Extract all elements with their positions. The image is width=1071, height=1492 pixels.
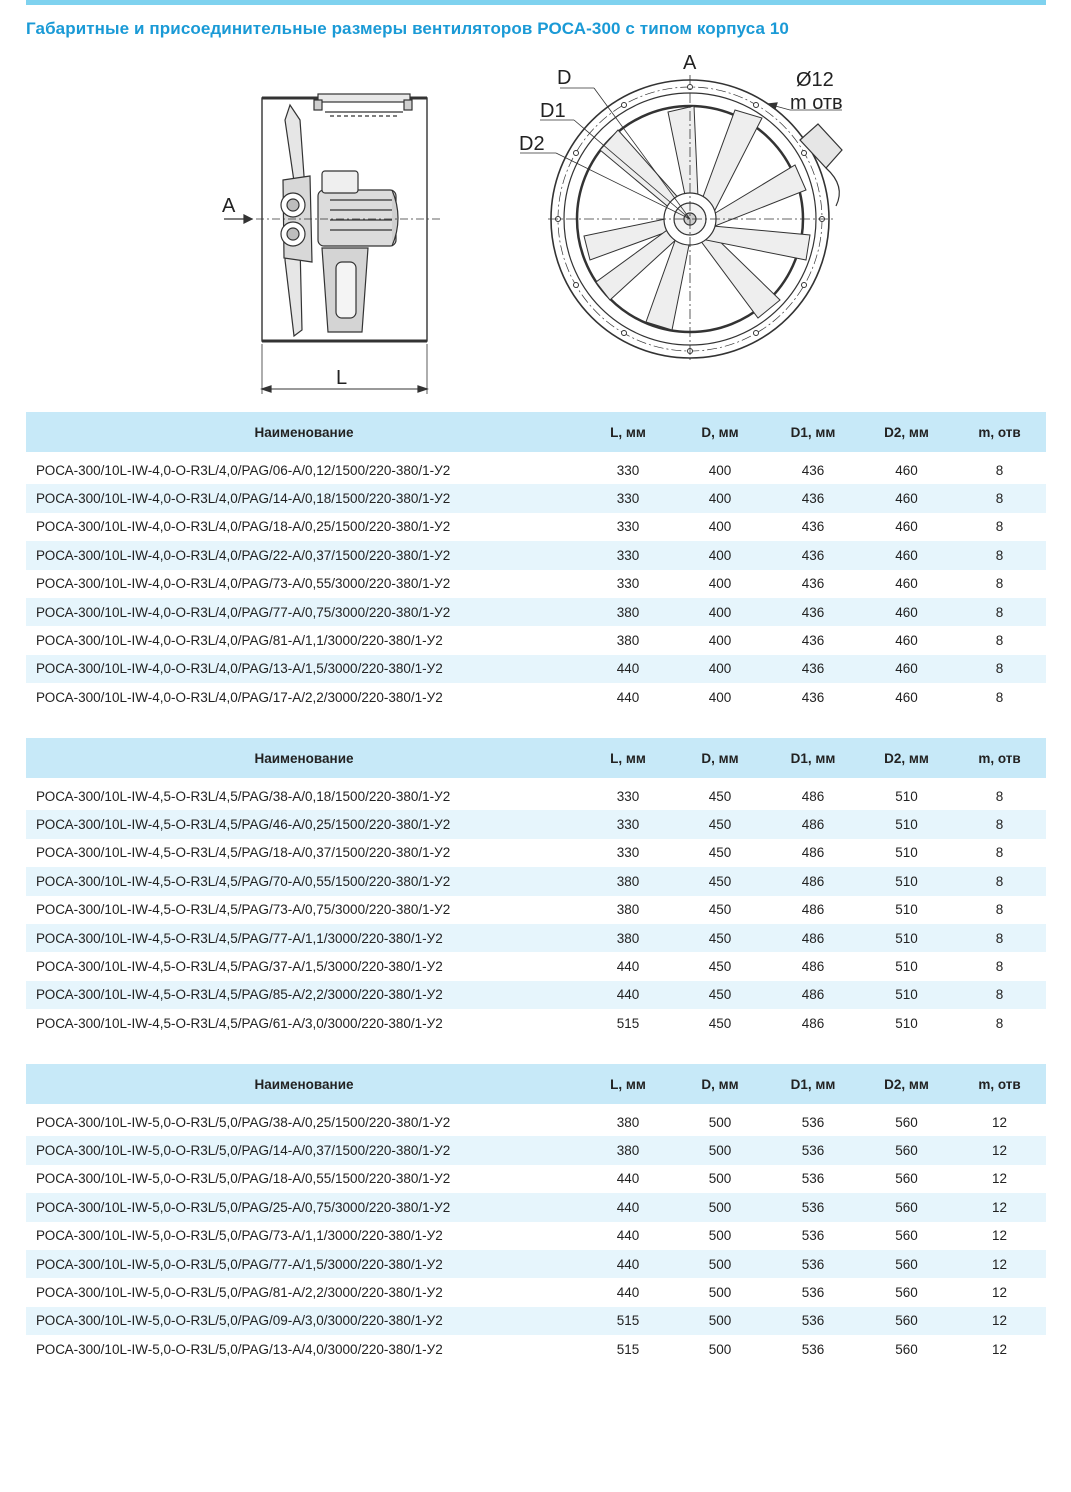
cell-d1: 536	[766, 1136, 860, 1164]
cell-d2: 460	[895, 519, 918, 535]
model-name: РОСА-300/10L-IW-5,0-O-R3L/5,0/PAG/81-A/2,2/3000/220-380/1-У2	[36, 1285, 443, 1301]
cell-d: 400	[708, 633, 732, 649]
cell-d1: 436	[766, 598, 860, 626]
table-row	[26, 454, 1046, 484]
model-name: РОСА-300/10L-IW-4,5-O-R3L/4,5/PAG/85-A/2,2/3000/220-380/1-У2	[26, 981, 582, 1009]
cell-m: 8	[995, 519, 1004, 535]
table-row	[26, 981, 1046, 1009]
table-row	[26, 1009, 1046, 1037]
table-row	[26, 1136, 1046, 1164]
cell-d2: 510	[895, 959, 918, 975]
label-d1: D1	[540, 100, 566, 122]
cell-m: 8	[953, 924, 1046, 952]
cell-d1: 486	[766, 867, 860, 895]
cell-l: 330	[582, 484, 674, 512]
cell-d2: 460	[895, 462, 918, 478]
model-name: РОСА-300/10L-IW-5,0-O-R3L/5,0/PAG/38-A/0,25/1500/220-380/1-У2	[36, 1114, 451, 1130]
cell-d1: 486	[801, 1015, 825, 1031]
cell-l: 440	[616, 959, 640, 975]
cell-d2: 460	[860, 541, 953, 569]
cell-d: 450	[708, 845, 732, 861]
cell-l: 440	[582, 1250, 674, 1278]
model-name: РОСА-300/10L-IW-4,5-O-R3L/4,5/PAG/61-A/3,0/3000/220-380/1-У2	[36, 1015, 443, 1031]
column-header-d2: D2, мм	[860, 738, 953, 780]
column-header-l: L, мм	[582, 738, 674, 780]
cell-d2: 510	[860, 981, 953, 1009]
column-header-d2: D2, мм	[860, 1064, 953, 1106]
cell-d2: 510	[860, 924, 953, 952]
cell-l: 380	[582, 598, 674, 626]
column-header-d: D, мм	[674, 1064, 766, 1106]
cell-d1: 486	[766, 981, 860, 1009]
model-name: РОСА-300/10L-IW-4,5-O-R3L/4,5/PAG/77-A/1,1/3000/220-380/1-У2	[26, 924, 582, 952]
model-name: РОСА-300/10L-IW-4,5-O-R3L/4,5/PAG/38-A/0,18/1500/220-380/1-У2	[36, 788, 451, 804]
cell-d: 450	[708, 788, 732, 804]
cell-d1: 486	[766, 810, 860, 838]
cell-d: 450	[674, 924, 766, 952]
cell-m: 8	[995, 902, 1004, 918]
cell-d: 400	[674, 598, 766, 626]
model-name: РОСА-300/10L-IW-4,0-O-R3L/4,0/PAG/77-A/0,75/3000/220-380/1-У2	[26, 598, 582, 626]
cell-m: 8	[953, 484, 1046, 512]
cell-m: 12	[991, 1341, 1008, 1357]
table-row	[26, 1106, 1046, 1136]
cell-m: 12	[991, 1228, 1008, 1244]
cell-m: 12	[991, 1114, 1008, 1130]
cell-d: 500	[708, 1114, 732, 1130]
cell-l: 440	[616, 1285, 640, 1301]
cell-d: 450	[708, 902, 732, 918]
column-header-d: D, мм	[674, 412, 766, 454]
cell-d: 500	[708, 1228, 732, 1244]
cell-l: 380	[582, 924, 674, 952]
cell-d2: 560	[895, 1341, 918, 1357]
cell-l: 515	[616, 1341, 640, 1357]
cell-d1: 486	[766, 924, 860, 952]
model-name: РОСА-300/10L-IW-5,0-O-R3L/5,0/PAG/25-A/0,75/3000/220-380/1-У2	[26, 1193, 582, 1221]
label-d2: D2	[519, 133, 545, 155]
side-label-l: L	[336, 367, 348, 389]
cell-d1: 536	[801, 1171, 825, 1187]
cell-d2: 460	[895, 576, 918, 592]
column-header-d1: D1, мм	[766, 412, 860, 454]
cell-d2: 460	[860, 484, 953, 512]
cell-m: 8	[995, 689, 1004, 705]
model-name: РОСА-300/10L-IW-4,5-O-R3L/4,5/PAG/37-A/1,5/3000/220-380/1-У2	[36, 959, 443, 975]
cell-d1: 536	[766, 1193, 860, 1221]
column-header-name: Наименование	[26, 738, 582, 780]
cell-d2: 510	[895, 902, 918, 918]
cell-l: 380	[616, 1114, 640, 1130]
table-row	[26, 484, 1046, 512]
cell-d1: 536	[766, 1307, 860, 1335]
cell-l: 380	[616, 633, 640, 649]
cell-l: 330	[616, 462, 640, 478]
cell-d: 400	[708, 576, 732, 592]
model-name: РОСА-300/10L-IW-4,0-O-R3L/4,0/PAG/18-A/0,25/1500/220-380/1-У2	[36, 519, 451, 535]
cell-d: 400	[708, 519, 732, 535]
page-title: Габаритные и присоединительные размеры вентиляторов РОСА-300 с типом корпуса 10	[26, 19, 789, 38]
cell-d1: 486	[801, 845, 825, 861]
cell-d2: 510	[895, 788, 918, 804]
column-header-m: m, отв	[953, 738, 1046, 780]
table-row	[26, 683, 1046, 711]
cell-d1: 436	[766, 541, 860, 569]
cell-d2: 560	[895, 1228, 918, 1244]
cell-d1: 486	[801, 902, 825, 918]
cell-d: 500	[674, 1136, 766, 1164]
cell-d: 500	[708, 1341, 732, 1357]
column-header-name: Наименование	[26, 412, 582, 454]
cell-m: 8	[995, 788, 1004, 804]
front-view-drawing	[520, 75, 842, 363]
cell-d: 400	[708, 689, 732, 705]
cell-d: 450	[674, 810, 766, 838]
cell-d2: 560	[860, 1193, 953, 1221]
column-header-l: L, мм	[582, 412, 674, 454]
model-name: РОСА-300/10L-IW-4,5-O-R3L/4,5/PAG/18-A/0,37/1500/220-380/1-У2	[36, 845, 451, 861]
spec-table-1	[26, 412, 1046, 712]
cell-l: 515	[582, 1307, 674, 1335]
cell-d2: 460	[895, 689, 918, 705]
cell-l: 440	[616, 1171, 640, 1187]
cell-d2: 460	[860, 598, 953, 626]
table-row	[26, 626, 1046, 654]
model-name: РОСА-300/10L-IW-5,0-O-R3L/5,0/PAG/73-A/1,1/3000/220-380/1-У2	[36, 1228, 443, 1244]
cell-m: 8	[995, 845, 1004, 861]
model-name: РОСА-300/10L-IW-4,0-O-R3L/4,0/PAG/14-A/0,18/1500/220-380/1-У2	[26, 484, 582, 512]
column-header-d2: D2, мм	[860, 412, 953, 454]
model-name: РОСА-300/10L-IW-5,0-O-R3L/5,0/PAG/18-A/0,55/1500/220-380/1-У2	[36, 1171, 451, 1187]
table-row	[26, 513, 1046, 541]
cell-m: 8	[953, 598, 1046, 626]
cell-d2: 560	[895, 1114, 918, 1130]
label-holes-count: m отв	[790, 92, 843, 114]
cell-l: 440	[582, 981, 674, 1009]
cell-d2: 510	[895, 845, 918, 861]
cell-l: 330	[616, 788, 640, 804]
table-row	[26, 1222, 1046, 1250]
cell-d2: 560	[895, 1285, 918, 1301]
table-row	[26, 867, 1046, 895]
table-row	[26, 1165, 1046, 1193]
cell-m: 8	[953, 655, 1046, 683]
spec-table-3	[26, 1064, 1046, 1364]
front-label-a: A	[683, 52, 697, 74]
cell-m: 12	[953, 1136, 1046, 1164]
cell-d1: 436	[801, 633, 825, 649]
cell-m: 8	[953, 867, 1046, 895]
table-header-row	[26, 738, 1046, 780]
table-row	[26, 924, 1046, 952]
cell-d: 450	[708, 959, 732, 975]
table-header-row	[26, 412, 1046, 454]
table-row	[26, 1278, 1046, 1306]
model-name: РОСА-300/10L-IW-5,0-O-R3L/5,0/PAG/14-A/0,37/1500/220-380/1-У2	[26, 1136, 582, 1164]
table-row	[26, 810, 1046, 838]
cell-d1: 436	[766, 484, 860, 512]
cell-d2: 560	[860, 1136, 953, 1164]
cell-d: 400	[674, 541, 766, 569]
cell-m: 12	[991, 1171, 1008, 1187]
table-row	[26, 952, 1046, 980]
cell-m: 8	[995, 959, 1004, 975]
column-header-d1: D1, мм	[766, 738, 860, 780]
table-row	[26, 598, 1046, 626]
cell-d: 400	[708, 462, 732, 478]
column-header-name: Наименование	[26, 1064, 582, 1106]
cell-d1: 536	[801, 1285, 825, 1301]
cell-d1: 436	[801, 576, 825, 592]
table-row	[26, 839, 1046, 867]
cell-d: 500	[708, 1171, 732, 1187]
model-name: РОСА-300/10L-IW-5,0-O-R3L/5,0/PAG/13-A/4,0/3000/220-380/1-У2	[36, 1341, 443, 1357]
cell-d: 450	[708, 1015, 732, 1031]
cell-l: 330	[616, 845, 640, 861]
cell-d2: 460	[860, 655, 953, 683]
model-name: РОСА-300/10L-IW-4,5-O-R3L/4,5/PAG/46-A/0,25/1500/220-380/1-У2	[26, 810, 582, 838]
table-row	[26, 1335, 1046, 1363]
cell-m: 8	[953, 541, 1046, 569]
model-name: РОСА-300/10L-IW-4,0-O-R3L/4,0/PAG/73-A/0,55/3000/220-380/1-У2	[36, 576, 451, 592]
cell-m: 12	[953, 1307, 1046, 1335]
label-d: D	[557, 67, 572, 89]
cell-d1: 486	[801, 959, 825, 975]
cell-l: 440	[582, 1193, 674, 1221]
cell-l: 380	[582, 867, 674, 895]
model-name: РОСА-300/10L-IW-4,0-O-R3L/4,0/PAG/06-A/0,12/1500/220-380/1-У2	[36, 462, 451, 478]
table-row	[26, 1250, 1046, 1278]
table-row	[26, 896, 1046, 924]
cell-m: 12	[991, 1285, 1008, 1301]
cell-m: 8	[995, 462, 1004, 478]
model-name: РОСА-300/10L-IW-4,0-O-R3L/4,0/PAG/17-A/2,2/3000/220-380/1-У2	[36, 689, 443, 705]
column-header-m: m, отв	[953, 1064, 1046, 1106]
model-name: РОСА-300/10L-IW-4,0-O-R3L/4,0/PAG/81-A/1,1/3000/220-380/1-У2	[36, 633, 443, 649]
cell-d2: 510	[860, 810, 953, 838]
cell-m: 8	[995, 1015, 1004, 1031]
table-row	[26, 780, 1046, 810]
cell-d2: 560	[860, 1307, 953, 1335]
cell-d2: 460	[895, 633, 918, 649]
cell-d1: 436	[801, 519, 825, 535]
model-name: РОСА-300/10L-IW-5,0-O-R3L/5,0/PAG/77-A/1,5/3000/220-380/1-У2	[26, 1250, 582, 1278]
cell-d: 500	[674, 1250, 766, 1278]
cell-d1: 536	[801, 1114, 825, 1130]
cell-l: 515	[616, 1015, 640, 1031]
cell-l: 330	[616, 576, 640, 592]
table-header-row	[26, 1064, 1046, 1106]
cell-l: 440	[616, 689, 640, 705]
fan-drawing	[0, 0, 1071, 410]
cell-m: 8	[995, 576, 1004, 592]
column-header-m: m, отв	[953, 412, 1046, 454]
cell-d2: 560	[860, 1250, 953, 1278]
cell-l: 330	[616, 519, 640, 535]
cell-l: 380	[582, 1136, 674, 1164]
cell-d: 450	[674, 981, 766, 1009]
spec-table-2	[26, 738, 1046, 1038]
cell-d1: 436	[766, 655, 860, 683]
cell-d: 400	[674, 484, 766, 512]
cell-l: 330	[582, 810, 674, 838]
cell-d1: 436	[801, 462, 825, 478]
table-row	[26, 570, 1046, 598]
model-name: РОСА-300/10L-IW-4,5-O-R3L/4,5/PAG/70-A/0,55/1500/220-380/1-У2	[26, 867, 582, 895]
cell-d: 500	[674, 1193, 766, 1221]
column-header-l: L, мм	[582, 1064, 674, 1106]
cell-d1: 536	[801, 1228, 825, 1244]
cell-m: 8	[953, 810, 1046, 838]
cell-d2: 510	[860, 867, 953, 895]
table-row	[26, 655, 1046, 683]
table-row	[26, 1307, 1046, 1335]
cell-d1: 536	[766, 1250, 860, 1278]
label-hole-diameter: Ø12	[796, 69, 834, 91]
cell-l: 380	[616, 902, 640, 918]
table-row	[26, 541, 1046, 569]
table-row	[26, 1193, 1046, 1221]
side-label-a: A	[222, 195, 236, 217]
cell-m: 12	[953, 1193, 1046, 1221]
model-name: РОСА-300/10L-IW-5,0-O-R3L/5,0/PAG/09-A/3,0/3000/220-380/1-У2	[26, 1307, 582, 1335]
cell-m: 8	[953, 981, 1046, 1009]
cell-l: 440	[582, 655, 674, 683]
cell-d1: 436	[801, 689, 825, 705]
cell-m: 8	[995, 633, 1004, 649]
model-name: РОСА-300/10L-IW-4,0-O-R3L/4,0/PAG/13-A/1,5/3000/220-380/1-У2	[26, 655, 582, 683]
cell-d2: 560	[895, 1171, 918, 1187]
cell-l: 330	[582, 541, 674, 569]
cell-d: 500	[708, 1285, 732, 1301]
cell-d: 400	[674, 655, 766, 683]
column-header-d: D, мм	[674, 738, 766, 780]
column-header-d1: D1, мм	[766, 1064, 860, 1106]
cell-l: 440	[616, 1228, 640, 1244]
cell-d: 450	[674, 867, 766, 895]
model-name: РОСА-300/10L-IW-4,0-O-R3L/4,0/PAG/22-A/0,37/1500/220-380/1-У2	[26, 541, 582, 569]
model-name: РОСА-300/10L-IW-4,5-O-R3L/4,5/PAG/73-A/0,75/3000/220-380/1-У2	[36, 902, 451, 918]
cell-d: 500	[674, 1307, 766, 1335]
cell-d2: 510	[895, 1015, 918, 1031]
side-view-drawing	[224, 94, 440, 394]
cell-d1: 536	[801, 1341, 825, 1357]
cell-m: 12	[953, 1250, 1046, 1278]
cell-d1: 486	[801, 788, 825, 804]
